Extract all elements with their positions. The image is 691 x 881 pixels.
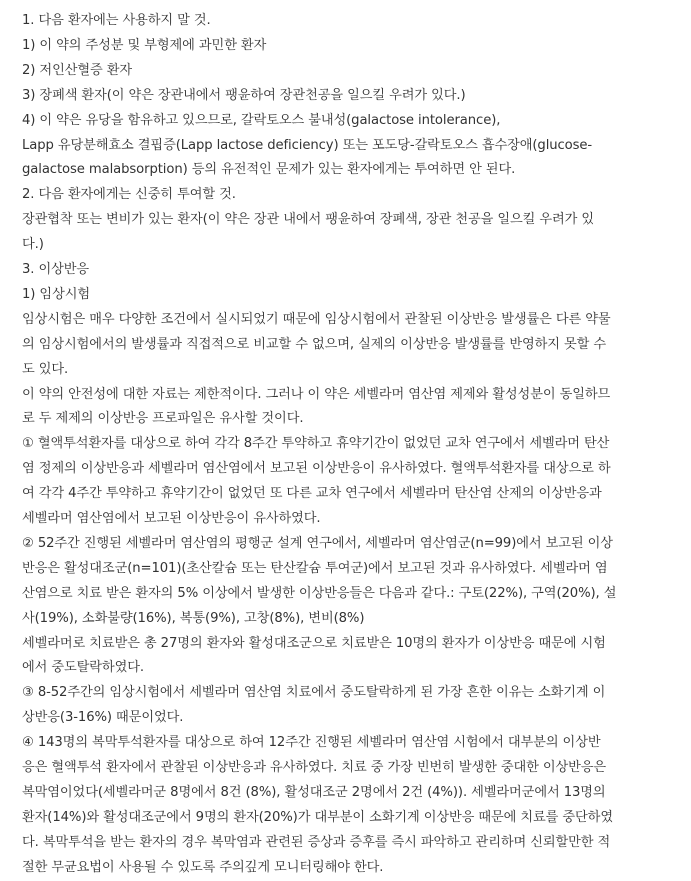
text-line: 2. 다음 환자에게는 신중히 투여할 것. bbox=[22, 187, 236, 203]
text-line: ② 52주간 진행된 세벨라머 염산염의 평행군 설계 연구에서, 세벨라머 염산염군(n=99)에서 보고된 이상 bbox=[22, 535, 613, 551]
text-line: 세벨라머 염산염에서 보고된 이상반응이 유사하였다. bbox=[22, 511, 321, 526]
text-line: 로 두 제제의 이상반응 프로파일은 유사할 것이다. bbox=[22, 411, 304, 427]
text-line: 상반응(3-16%) 때문이었다. bbox=[22, 710, 184, 726]
text-line: ③ 8-52주간의 임상시험에서 세벨라머 염산염 치료에서 중도탈락하게 된 가장 흔한 이유는 소화기계 이 bbox=[22, 685, 606, 701]
text-line: ① 혈액투석환자를 대상으로 하여 각각 8주간 투약하고 휴약기간이 없었던 교차 연구에서 세벨라머 탄산 bbox=[22, 436, 610, 452]
text-line: 다. 복막투석을 받는 환자의 경우 복막염과 관련된 증상과 증후를 즉시 파악하고 관리하며 신뢰할만한 적 bbox=[22, 834, 611, 850]
text-line: 다.) bbox=[22, 237, 44, 253]
text-line: 도 있다. bbox=[22, 361, 69, 377]
text-line: 에서 중도탈락하였다. bbox=[22, 660, 144, 676]
text-line: ④ 143명의 복막투석환자를 대상으로 하여 12주간 진행된 세벨라머 염산염 시험에서 대부분의 이상반 bbox=[22, 735, 601, 751]
text-line: 임상시험은 매우 다양한 조건에서 실시되었기 때문에 임상시험에서 관찰된 이상반응 발생률은 다른 약물 bbox=[22, 311, 611, 327]
text-line: 여 각각 4주간 투약하고 휴약기간이 없었던 또 다른 교차 연구에서 세벨라머 탄산염 산제의 이상반응과 bbox=[22, 486, 602, 502]
text-line: 1) 임상시험 bbox=[22, 286, 90, 302]
text-line: 응은 혈액투석 환자에서 관찰된 이상반응과 유사하였다. 치료 중 가장 빈번히 발생한 중대한 이상반응은 bbox=[22, 760, 607, 775]
text-line: 4) 이 약은 유당을 함유하고 있으므로, 갈락토오스 불내성(galactose intolerance), bbox=[22, 112, 501, 128]
text-line: 사(19%), 소화불량(16%), 복통(9%), 고창(8%), 변비(8%) bbox=[22, 610, 365, 626]
text-line: galactose malabsorption) 등의 유전적인 문제가 있는 환자에게는 투여하면 안 된다. bbox=[22, 162, 516, 178]
text-line: 2) 저인산혈증 환자 bbox=[22, 62, 132, 78]
text-line: 산염으로 치료 받은 환자의 5% 이상에서 발생한 이상반응들은 다음과 같다.: 구토(22%), 구역(20%), 설 bbox=[22, 585, 617, 601]
text-line: 장관협착 또는 변비가 있는 환자(이 약은 장관 내에서 팽윤하여 장폐색, 장관 천공을 일으킬 우려가 있 bbox=[22, 212, 594, 228]
text-line: 의 임상시험에서의 발생률과 직접적으로 비교할 수 없으며, 실제의 이상반응 발생률를 반영하지 못할 수 bbox=[22, 336, 607, 352]
text-line: 반응은 활성대조군(n=101)(초산칼슘 또는 탄산칼슘 투여군)에서 보고된 것과 유사하였다. 세벨라머 염 bbox=[22, 560, 608, 576]
text-line: 3) 장폐색 환자(이 약은 장관내에서 팽윤하여 장관천공을 일으킬 우려가 있다.) bbox=[22, 87, 466, 103]
text-line: 절한 무균요법이 사용될 수 있도록 주의깊게 모니터링해야 한다. bbox=[22, 859, 384, 875]
text-line: 환자(14%)와 활성대조군에서 9명의 환자(20%)가 대부분이 소화기계 이상반응 때문에 치료를 중단하였 bbox=[22, 809, 613, 825]
text-line: Lapp 유당분해효소 결핍증(Lapp lactose deficiency) 또는 포도당-갈락토오스 흡수장애(glucose- bbox=[22, 137, 593, 153]
text-line: 1) 이 약의 주성분 및 부형제에 과민한 환자 bbox=[22, 37, 267, 53]
text-line: 복막염이었다(세벨라머군 8명에서 8건 (8%), 활성대조군 2명에서 2건 (4%)). 세벨라머군에서 13명의 bbox=[22, 784, 606, 800]
text-line: 이 약의 안전성에 대한 자료는 제한적이다. 그러나 이 약은 세벨라머 염산염 제제와 활성성분이 동일하므 bbox=[22, 386, 611, 402]
text-line: 3. 이상반응 bbox=[22, 262, 90, 277]
text-line: 1. 다음 환자에는 사용하지 말 것. bbox=[22, 13, 211, 28]
text-line: 세벨라머로 치료받은 총 27명의 환자와 활성대조군으로 치료받은 10명의 환자가 이상반응 때문에 시험 bbox=[22, 635, 606, 651]
text-line: 염 정제의 이상반응과 세벨라머 염산염에서 보고된 이상반응이 유사하였다. 혈액투석환자를 대상으로 하 bbox=[22, 461, 611, 477]
